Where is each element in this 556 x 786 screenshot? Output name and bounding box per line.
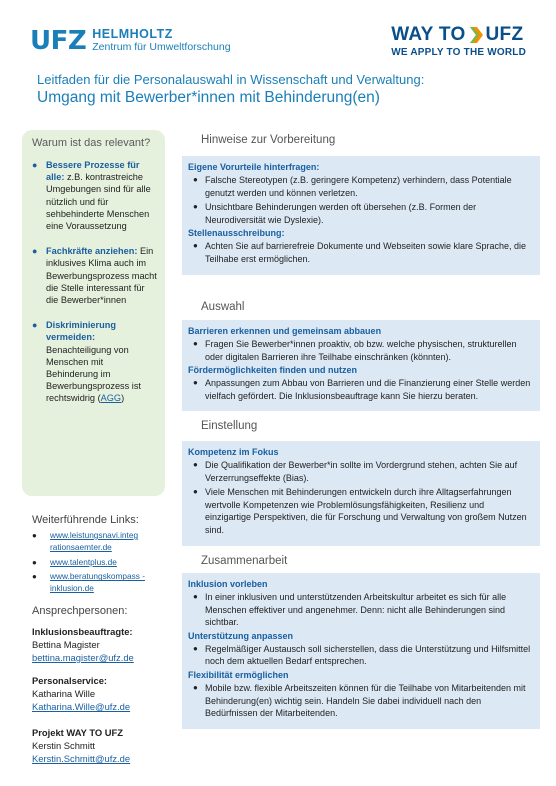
- title-line1: Leitfaden für die Personalauswahl in Wissenschaft und Verwaltung:: [37, 72, 425, 87]
- title-line2: Umgang mit Bewerber*innen mit Behinderung(en): [37, 89, 380, 106]
- bullet-icon: ●: [193, 682, 198, 692]
- way-logo-slogan: WE APPLY TO THE WORLD: [391, 47, 526, 58]
- group-title: Barrieren erkennen und gemeinsam abbauen: [188, 326, 382, 336]
- bullet-icon: ●: [32, 320, 38, 331]
- ufz-logo: [30, 26, 231, 56]
- list-item: [188, 174, 532, 199]
- group-title: Kompetenz im Fokus: [188, 447, 279, 457]
- ufz-logo-line2: Zentrum für Umweltforschung: [92, 41, 231, 53]
- bullet-icon: ●: [32, 572, 37, 582]
- relevance-item-title: Diskriminierung vermeiden:: [46, 320, 116, 343]
- section-heading-zusammenarbeit: Zusammenarbeit: [201, 555, 288, 567]
- list-item: [188, 459, 532, 484]
- group-title: Flexibilität ermöglichen: [188, 669, 289, 680]
- list-item: [188, 240, 532, 265]
- group-title: Eigene Vorurteile hinterfragen:: [188, 162, 320, 172]
- section-heading-einstellung: Einstellung: [201, 420, 258, 432]
- section-box-vorbereitung: [182, 156, 540, 275]
- list-item-text: Achten Sie auf barrierefreie Dokumente und Webseiten sowie klare Sprache, die Teilhabe erst ermöglichen.: [205, 241, 527, 264]
- list-item: [188, 591, 532, 629]
- list-item-text: Unsichtbare Behinderungen werden oft übersehen (z.B. Formen der Neurodiversität wie Dyslexie).: [205, 202, 477, 225]
- bullet-icon: ●: [193, 339, 198, 348]
- bullet-icon: ●: [32, 557, 37, 567]
- way-logo-left: WAY TO: [391, 24, 466, 45]
- contact-name: Katharina Wille: [32, 688, 96, 699]
- bullet-icon: ●: [193, 592, 198, 601]
- bullet-icon: ●: [193, 175, 198, 184]
- way-to-ufz-logo: [391, 24, 526, 58]
- list-item-text: Fragen Sie Bewerber*innen proaktiv, ob bzw. welche physischen, strukturellen oder digitalen Barrieren ihre Teilhabe einschränken (könnten).: [205, 339, 517, 362]
- section-box-auswahl: [182, 320, 540, 411]
- agg-link[interactable]: AGG: [100, 393, 122, 404]
- bullet-icon: ●: [32, 531, 37, 540]
- relevance-item-tail: ): [121, 393, 125, 404]
- bullet-icon: ●: [32, 160, 38, 170]
- contact-name: Bettina Magister: [32, 639, 100, 650]
- list-item-text: Falsche Stereotypen (z.B. geringere Kompetenz) verhindern, dass Potentiale genutzt werden und können verletzen.: [205, 175, 512, 198]
- list-item: [188, 643, 532, 668]
- section-box-zusammenarbeit: [182, 573, 540, 729]
- section-heading-vorbereitung: Hinweise zur Vorbereitung: [201, 134, 336, 146]
- chevron-right-icon: [468, 26, 484, 44]
- relevance-item-text: Ein inklusives Klima auch im Bewerbungsprozess macht die Stelle interessant für die Bewerber*innen: [46, 246, 157, 306]
- relevance-item: [32, 159, 157, 232]
- list-item: [188, 201, 532, 226]
- list-item: [188, 377, 532, 402]
- list-item-text: Regelmäßiger Austausch soll sicherstellen, dass die Unterstützung und Hilfsmittel noch dem aktuellen Bedarf entsprechen.: [205, 643, 531, 667]
- relevance-item-text: Benachteiligung von Menschen mit Behinderung im Bewerbungsprozess ist rechtswidrig (: [46, 344, 141, 404]
- bullet-icon: ●: [193, 378, 198, 388]
- contact-email[interactable]: Kerstin.Schmitt@ufz.de: [32, 753, 131, 764]
- relevance-item: [32, 245, 157, 306]
- contact-email[interactable]: Katharina.Wille@ufz.de: [32, 701, 131, 712]
- section-heading-auswahl: Auswahl: [201, 301, 245, 313]
- relevance-heading: Warum ist das relevant?: [32, 137, 151, 149]
- contact-personalservice: [32, 674, 192, 713]
- way-logo-right: UFZ: [485, 24, 524, 45]
- bullet-icon: ●: [193, 202, 198, 212]
- links-heading: Weiterführende Links:: [32, 514, 139, 526]
- bullet-icon: ●: [193, 643, 198, 653]
- bullet-icon: ●: [193, 487, 198, 497]
- list-item: [32, 530, 172, 554]
- group-title: Unterstützung anpassen: [188, 630, 294, 641]
- link-talentplus[interactable]: www.talentplus.de: [50, 556, 117, 567]
- document-title: [37, 72, 537, 107]
- list-item-text: Anpassungen zum Abbau von Barrieren und die Finanzierung einer Stelle werden vielfach gefördert. Die Inklusionsbeauftrage kann Sie hierzu beraten.: [205, 378, 531, 401]
- list-item: [188, 486, 532, 536]
- list-item: [32, 557, 172, 569]
- group-title: Stellenausschreibung:: [188, 228, 285, 239]
- contact-waytoufz: [32, 726, 192, 765]
- group-title: Inklusion vorleben: [188, 579, 268, 589]
- contact-inklusion: [32, 625, 192, 664]
- list-item-text: In einer inklusiven und unterstützenden Arbeitskultur arbeitet es sich für alle Menschen effektiver und angenehmer. Denn: nicht alle Behinderungen sind sichtbar.: [205, 592, 507, 628]
- list-item: [188, 338, 532, 363]
- relevance-item: [32, 319, 157, 404]
- relevance-box: [22, 130, 165, 496]
- list-item-text: Mobile bzw. flexible Arbeitszeiten können für die Teilhabe von Mitarbeitenden mit Behinderung(en) wichtig sein. Handeln Sie dabei individuell nach den Bedürfnissen der Mitarbeitenden.: [205, 682, 526, 719]
- ufz-logo-line1: HELMHOLTZ: [92, 27, 173, 41]
- contact-role: Projekt WAY TO UFZ: [32, 727, 123, 738]
- list-item-text: Viele Menschen mit Behinderungen entwickeln durch ihre Alltagserfahrungen wertvolle Kompetenzen wie Problemlösungsfähigkeiten, Resilienz und einzigartige Perspektiven, die für Forschung und Verwaltung von großem Nutzen sind.: [205, 487, 527, 535]
- relevance-item-text: z.B. kontrastreiche Umgebungen sind für alle nützlich und für sehbehinderte Menschen eine Voraussetzung: [46, 172, 151, 232]
- relevance-item-title: Fachkräfte anziehen:: [46, 246, 138, 257]
- contacts-heading: Ansprechpersonen:: [32, 605, 128, 617]
- links-list: [32, 530, 172, 598]
- link-beratungskompass[interactable]: www.beratungskompass -inklusion.de: [50, 571, 145, 594]
- list-item-text: Die Qualifikation der Bewerber*in sollte im Vordergrund stehen, achten Sie auf Verzerrungseffekte (Bias).: [205, 460, 518, 483]
- contact-email[interactable]: bettina.magister@ufz.de: [32, 652, 134, 663]
- bullet-icon: ●: [32, 246, 38, 257]
- ufz-logo-mark: UFZ: [30, 26, 87, 56]
- bullet-icon: ●: [193, 460, 198, 469]
- contact-role: Inklusionsbeauftragte:: [32, 626, 133, 637]
- list-item: [32, 571, 172, 595]
- group-title: Fördermöglichkeiten finden und nutzen: [188, 365, 358, 376]
- list-item: [188, 682, 532, 720]
- bullet-icon: ●: [193, 241, 198, 251]
- section-box-einstellung: [182, 441, 540, 546]
- contact-role: Personalservice:: [32, 675, 108, 686]
- relevance-item-title: Bessere Prozesse für alle:: [46, 160, 140, 183]
- contact-name: Kerstin Schmitt: [32, 740, 96, 751]
- link-leistungsnavi[interactable]: www.leistungsnavi.integ rationsaemter.de: [50, 530, 139, 552]
